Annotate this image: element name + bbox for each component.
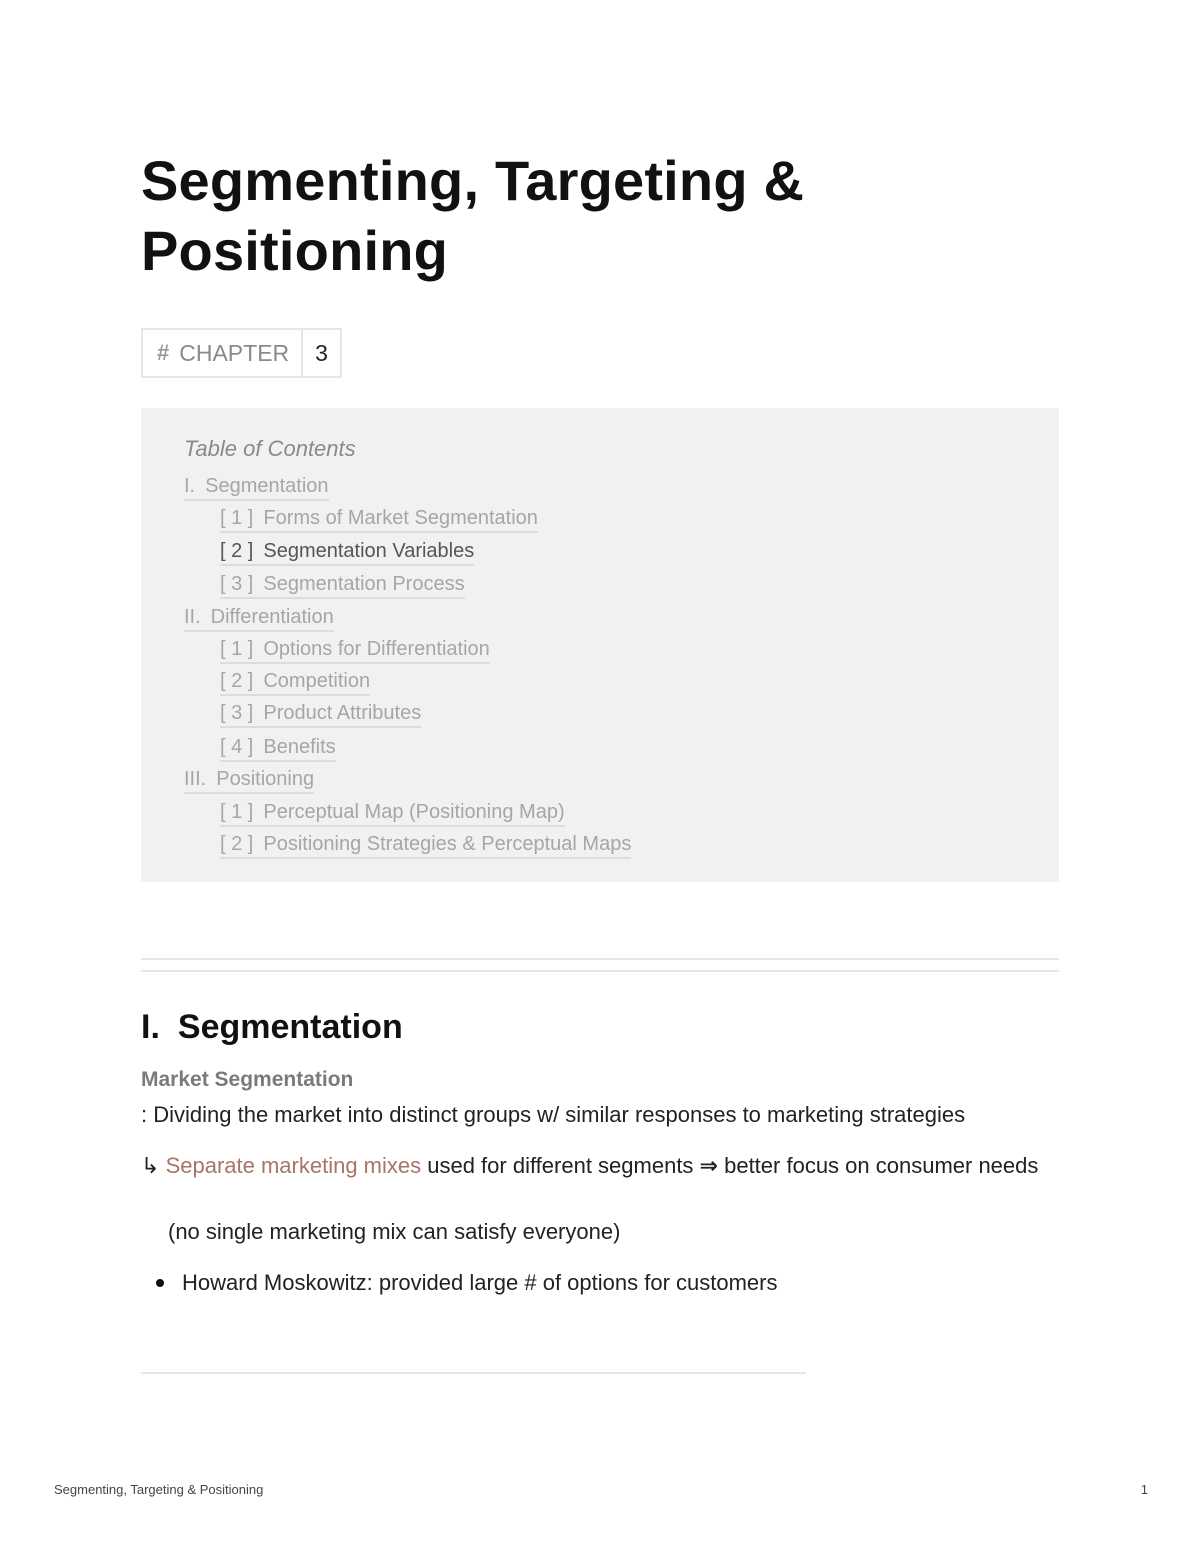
toc-item-forms-of-market-segmentation[interactable] bbox=[220, 506, 538, 533]
toc-item-positioning-strategies[interactable] bbox=[220, 832, 631, 859]
toc-item-label: Positioning bbox=[216, 768, 315, 790]
toc-item-number: [ 3 ] bbox=[220, 573, 254, 595]
toc-item-label: Positioning Strategies & Perceptual Maps bbox=[263, 833, 632, 855]
toc-item-number: II. bbox=[184, 606, 201, 628]
bullet-item bbox=[156, 1270, 777, 1296]
divider bbox=[141, 958, 1059, 960]
footer-title: Segmenting, Targeting & Positioning bbox=[54, 1482, 264, 1497]
paragraph-text: better focus on consumer needs bbox=[717, 1153, 1039, 1178]
property-value[interactable]: 3 bbox=[315, 339, 328, 366]
toc-item-number: [ 3 ] bbox=[220, 702, 254, 724]
toc-item-number: [ 1 ] bbox=[220, 507, 254, 529]
toc-item-number: I. bbox=[184, 475, 196, 497]
toc-item-segmentation[interactable] bbox=[184, 474, 329, 501]
toc-item-number: [ 2 ] bbox=[220, 833, 254, 855]
toc-item-benefits[interactable] bbox=[220, 735, 336, 762]
term-definition: : Dividing the market into distinct groups w/ similar responses to marketing strategies bbox=[141, 1102, 966, 1127]
toc-title: Table of Contents bbox=[184, 436, 356, 461]
page-number: 1 bbox=[1140, 1482, 1148, 1497]
property-chapter[interactable] bbox=[141, 328, 342, 378]
page-title: Segmenting, Targeting & Positioning bbox=[141, 149, 805, 282]
toc-item-label: Forms of Market Segmentation bbox=[263, 507, 538, 529]
toc-item-product-attributes[interactable] bbox=[220, 701, 421, 728]
property-name bbox=[143, 330, 303, 376]
toc-item-number: [ 1 ] bbox=[220, 801, 254, 823]
toc-item-label: Options for Differentiation bbox=[263, 638, 490, 660]
toc-item-segmentation-process[interactable] bbox=[220, 572, 465, 599]
divider bbox=[141, 970, 1059, 972]
toc-item-positioning[interactable] bbox=[184, 767, 314, 794]
toc-item-label: Perceptual Map (Positioning Map) bbox=[263, 801, 565, 823]
property-name-label: CHAPTER bbox=[179, 339, 290, 366]
toc-item-label: Benefits bbox=[263, 736, 336, 758]
toc-item-differentiation[interactable] bbox=[184, 605, 334, 632]
return-arrow-icon: ↳ bbox=[141, 1153, 160, 1178]
hash-icon: # bbox=[157, 340, 170, 365]
paragraph bbox=[141, 1148, 1051, 1183]
section-number: I. bbox=[141, 1008, 160, 1046]
toc-item-label: Competition bbox=[263, 670, 371, 692]
toc-item-label: Segmentation Variables bbox=[263, 540, 475, 562]
section-title: Segmentation bbox=[177, 1008, 403, 1046]
toc-item-number: [ 4 ] bbox=[220, 736, 254, 758]
toc-item-label: Segmentation Process bbox=[263, 573, 465, 595]
term-heading: Market Segmentation bbox=[141, 1068, 354, 1091]
toc-item-label: Segmentation bbox=[205, 475, 329, 497]
toc-item-competition[interactable] bbox=[220, 669, 370, 696]
paragraph-text: used for different segments bbox=[421, 1153, 700, 1178]
toc-item-segmentation-variables[interactable] bbox=[220, 539, 474, 566]
highlighted-text: Separate marketing mixes bbox=[165, 1153, 422, 1178]
divider bbox=[141, 1372, 806, 1374]
toc-item-label: Differentiation bbox=[210, 606, 334, 628]
toc-item-number: III. bbox=[184, 768, 207, 790]
toc-item-options-for-differentiation[interactable] bbox=[220, 637, 490, 664]
implies-arrow-icon: ⇒ bbox=[699, 1153, 718, 1178]
toc-item-number: [ 2 ] bbox=[220, 540, 254, 562]
toc-item-perceptual-map[interactable] bbox=[220, 800, 565, 827]
table-of-contents bbox=[141, 408, 1059, 882]
bullet-dot-icon bbox=[156, 1279, 164, 1287]
section-heading bbox=[141, 1008, 403, 1047]
toc-item-number: [ 2 ] bbox=[220, 670, 254, 692]
toc-item-number: [ 1 ] bbox=[220, 638, 254, 660]
bullet-text: Howard Moskowitz: provided large # of options for customers bbox=[182, 1270, 778, 1295]
toc-item-label: Product Attributes bbox=[263, 702, 422, 724]
sub-paragraph: (no single marketing mix can satisfy everyone) bbox=[168, 1219, 621, 1244]
